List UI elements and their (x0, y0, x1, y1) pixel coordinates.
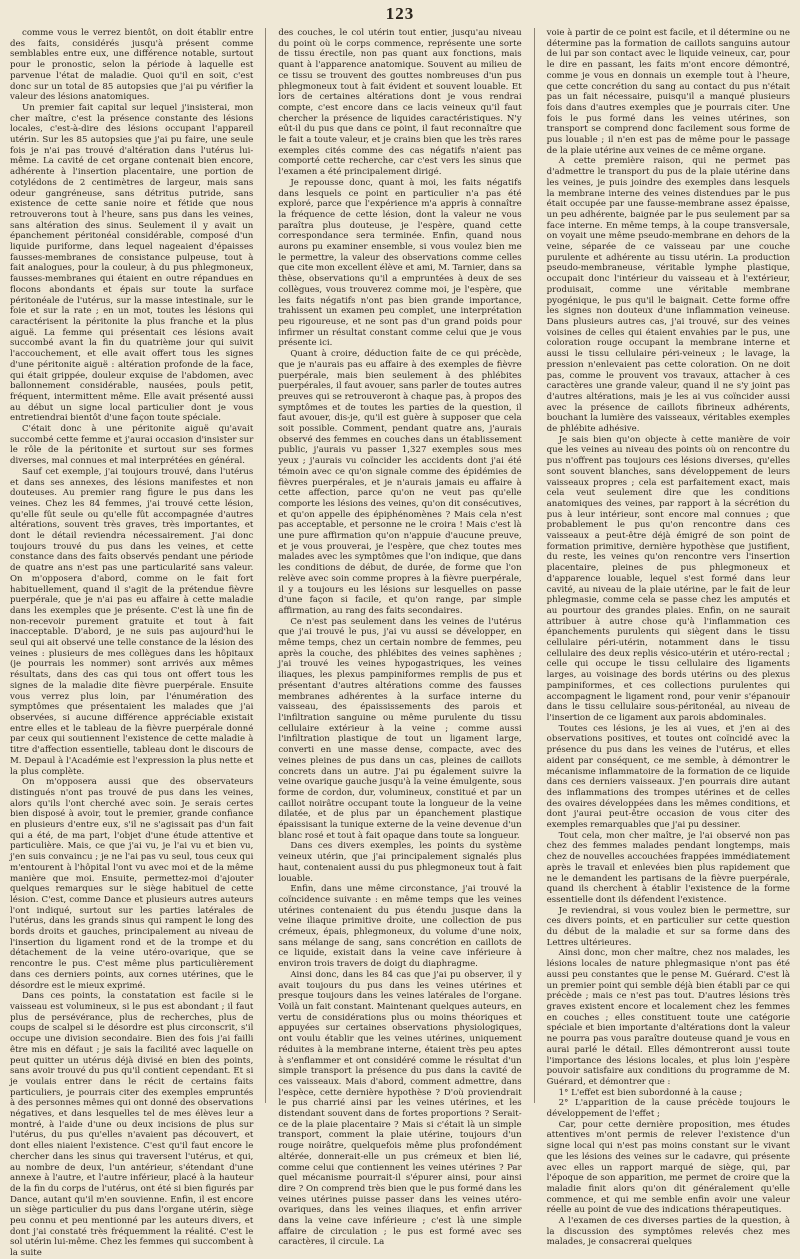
paragraph: Dans ces points, la constatation est facile si le vaisseau est volumineux, si le pus est abondant ; il faut plus de persévérance, plus de recherches, plus de coups de scalpel si le désordre est plus circonscrit, s'il occupe une division secondaire. Bien des fois j'ai failli être mis en défaut ; je sais la facilité avec laquelle on peut quitter un utérus déjà divisé en bien des points, sans avoir trouvé du pus qu'il contient cependant. Et si je voulais entrer dans le récit de certains faits particuliers, je pourrais citer des exemples empruntés à des personnes mêmes qui ont donné des observations négatives, et dans lesquelles tel de mes élèves leur a montré, à l'aide d'une ou deux incisions de plus sur l'utérus, du pus qu'elles n'avaient pas découvert, et dont elles niaient l'existence. C'est qu'il faut encore le chercher dans les sinus qui traversent l'utérus, et qui, au nombre de deux, l'un antérieur, s'étendant d'une annexe à l'autre, et l'autre inférieur, placé à la hauteur de la fin du corps de l'utérus, ont été si bien figurés par Dance, autant qu'il m'en souvienne. Enfin, il est encore un siège particulier du pus dans l'organe utérin, siège peu connu et peu mentionné par les auteurs divers, et dont j'ai constaté très fréquemment la réalité. C'est le sol utérin lui-même. Chez les femmes qui succombent à la suite (10, 991, 254, 1259)
paragraph: A cette première raison, qui ne permet pas d'admettre le transport du pus de la plaie utérine dans les veines, je puis joindre des exemples dans lesquels la membrane interne des veines distendues par le pus était occupée par une fausse-membrane assez épaisse, un peu adhérente, baignée par le pus seulement par sa face interne. En même temps, à la coupe transversale, on voyait une même pseudo-membrane en dehors de la veine, séparée de ce vaisseau par une couche purulente et adhérente au tissu utérin. La production pseudo-membraneuse, véritable lymphe plastique, occupait donc l'intérieur du vaisseau et à l'extérieur, produisait, comme une véritable membrane pyogénique, le pus qu'il le baignait. Cette forme offre les signes non douteux d'une inflammation veineuse. Dans plusieurs autres cas, j'ai trouvé, sur des veines voisines de celles qui étaient envahies par le pus, une coloration rouge occupant la membrane interne et aussi le tissu cellulaire péri-veineux ; le lavage, la pression n'enlevaient pas cette coloration. On ne doit pas, comme le prouvent vos travaux, attacher à ces caractères une grande valeur, quand il ne s'y joint pas d'autres altérations, mais je les ai vus coïncider aussi avec la présence de caillots fibrineux adhérents, bouchant la lumière des vaisseaux, véritables exemples de phlébite adhésive. (546, 156, 790, 435)
page-number: 123 (385, 4, 415, 23)
column-right (546, 28, 790, 1248)
column-rule (534, 28, 535, 1103)
column-left (10, 28, 254, 1259)
paragraph: Ainsi donc, dans les 84 cas que j'ai pu observer, il y avait toujours du pus dans les veines utérines et presque toujours dans les veines latérales de l'organe. Voilà un fait constant. Maintenant quelques auteurs, en vertu de considérations plus ou moins théoriques et appuyées sur certaines observations physiologiques, ont voulu établir que les veines utérines, uniquement réduites à la membrane interne, étaient très peu aptes à s'enflammer et ont considéré comme le résultat d'un simple transport la présence du pus dans la cavité de ces vaisseaux. Mais d'abord, comment admettre, dans l'espèce, cette dernière hypothèse ? D'où proviendrait le pus charrié ainsi par les veines utérines, et les distendant souvent dans de fortes proportions ? Serait-ce de la plaie placentaire ? Mais si c'était là un simple transport, comment la plaie utérine, toujours d'un rouge noirâtre, quelquefois même plus profondément altérée, donnerait-elle un pus crémeux et bien lié, comme celui que contiennent les veines utérines ? Par quel mécanisme pourrait-il s'épurer ainsi, pour ainsi dire ? On comprend très bien que le pus formé dans les veines utérines puisse passer dans les veines utéro-ovariques, dans les veines iliaques, et enfin arriver dans la veine cave inférieure ; c'est là une simple affaire de circulation ; le pus est formé avec ses caractères, il circule. La (278, 969, 522, 1248)
paragraph: Quant à croire, déduction faite de ce qui précède, que je n'aurais pas eu affaire à des exemples de fièvre puerpérale, mais bien seulement à des phlébites puerpérales, il faut avouer, sans parler de toutes autres preuves qui se retrouveront à chaque pas, à propos des symptômes et de toutes les parties de la question, il faut avouer, dis-je, qu'il est guère à supposer que cela soit possible. Comment, pendant quatre ans, j'aurais observé des femmes en couches dans un établissement public, j'aurais vu passer 1,327 exemples sous mes yeux ; j'aurais vu coïncider les accidents dont j'ai été témoin avec ce qu'on signale comme des épidémies de fièvres puerpérales, et je n'aurais jamais eu affaire à cette affection, parce qu'on ne veut pas qu'elle comporte les lésions des veines, qu'on dit consécutives, et qu'on appelle des épiphénomènes ? Mais cela n'est pas acceptable, et personne ne le croira ! Mais c'est là une pure affirmation qu'on n'appuie d'aucune preuve, et je vous prouverai, je l'espère, que chez toutes mes malades avec les symptômes que l'on indique, que dans les conditions de début, de durée, de forme que l'on relève avec soin comme propres à la fièvre puerpérale, il y a toujours eu les lésions sur lesquelles on passe d'une façon si facile, et qu'on range, par simple affirmation, au rang des faits secondaires. (278, 349, 522, 616)
paragraph: Ainsi donc, mon cher maître, chez nos malades, les lésions locales de nature phlegmasique n'ont pas été aussi peu constantes que le pense M. Guérard. C'est là un premier point qui semble déjà bien établi par ce qui précède ; mais ce n'est pas tout. D'autres lésions très graves existent encore et localement chez les femmes en couches ; elles constituent toute une catégorie spéciale et bien importante d'altérations dont la valeur ne pourra pas vous paraître douteuse quand je vous en aurai parlé le détail. Elles démontreront aussi toute l'importance des lésions locales, et plus loin j'espère pouvoir satisfaire aux conditions du programme de M. Guérard, et démontrer que : (546, 948, 790, 1087)
paragraph: Un premier fait capital sur lequel j'insisterai, mon cher maître, c'est la présence constante des lésions locales, c'est-à-dire des lésions occupant l'appareil utérin. Sur les 85 autopsies que j'ai pu faire, une seule fois je n'ai pas trouvé d'altération dans l'utérus lui-même. La cavité de cet organe contenait bien encore, adhérente à l'insertion placentaire, une portion de cotylédons de 2 centimètres de largeur, mais sans odeur gangréneuse, sans détritus putride, sans existence de cette sanie noire et fétide que nous retrouverons tout à l'heure, sans pus dans les veines, sans altération des sinus. Seulement il y avait un épanchement péritonéal considérable, composé d'un liquide puriforme, dans lequel nageaient d'épaisses fausses-membranes de consistance pulpeuse, tout à fait analogues, pour la couleur, à du pus phlegmoneux, fausses-membranes qui étaient en outre répandues en flocons abondants et épais sur toute la surface péritonéale de l'utérus, sur la masse intestinale, sur le foie et sur la rate ; en un mot, toutes les lésions qui caractérisent la péritonite la plus franche et la plus aiguë. La femme qui présentait ces lésions avait succombé avant la fin du quatrième jour qui suivit l'accouchement, et elle avait offert tous les signes d'une péritonite aiguë : altération profonde de la face, qui était grippée, douleur exquise de l'abdomen, avec ballonnement considérable, nausées, pouls petit, fréquent, intermittent même. Elle avait présenté aussi au début un signe local particulier dont je vous entretiendrai bientôt d'une façon toute spéciale. (10, 102, 254, 424)
paragraph: On m'opposera aussi que des observateurs distingués n'ont pas trouvé de pus dans les veines, alors qu'ils l'ont cherché avec soin. Je serais certes bien disposé à avoir, tout le premier, grande confiance en plusieurs d'entre eux, s'il ne s'agissait pas d'un fait qui a été, de ma part, l'objet d'une étude attentive et particulière. Mais, ce que j'ai vu, je l'ai vu et bien vu, j'en suis convaincu ; je ne l'ai pas vu seul, tous ceux qui m'entourent à l'hôpital l'ont vu avec moi et de la même manière que moi. Ensuite, permettez-moi d'ajouter quelques remarques sur le siège habituel de cette lésion. C'est, comme Dance et plusieurs autres auteurs l'ont indiqué, surtout sur les parties latérales de l'utérus, dans les grands sinus qui rampent le long des bords droits et gauches, principalement au niveau de l'insertion du ligament rond et de la trompe et du détachement de la veine utéro-ovarique, que se rencontre le pus. C'est même plus particulièrement dans ces derniers points, aux cornes utérines, que le désordre est le mieux exprimé. (10, 777, 254, 991)
paragraph: 2° L'apparition de la cause précède toujours le développement de l'effet ; (546, 1098, 790, 1120)
paragraph: Toutes ces lésions, je les ai vues, et j'en ai des observations positives, et toutes ont coïncidé avec la présence du pus dans les veines de l'utérus, et elles aident par conséquent, ce me semble, à démontrer le mécanisme inflammatoire de la formation de ce liquide dans ces derniers vaisseaux. J'en pourrais dire autant des inflammations des trompes utérines et de celles des ovaires développées dans les mêmes conditions, et dont j'aurai peut-être occasion de vous citer des exemples remarquables que j'ai pu dessiner. (546, 723, 790, 831)
paragraph: Enfin, dans une même circonstance, j'ai trouvé la coïncidence suivante : en même temps que les veines utérines contenaient du pus étendu jusque dans la veine iliaque primitive droite, une collection de pus crémeux, épais, phlegmoneux, du volume d'une noix, sans mélange de sang, sans concrétion en caillots de ce liquide, existait dans la veine cave inférieure à environ trois travers de doigt du diaphragme. (278, 884, 522, 970)
paragraph: comme vous le verrez bientôt, on doit établir entre des faits, considérés jusqu'à présent comme semblables entre eux, une différence notable, surtout pour le pronostic, selon la période à laquelle est parvenue l'état de maladie. Quoi qu'il en soit, c'est donc sur un total de 85 autopsies que j'ai pu vérifier la valeur des lésions anatomiques. (10, 28, 254, 103)
paragraph: Je repousse donc, quant à moi, les faits négatifs dans lesquels ce point en particulier n'a pas été exploré, parce que l'expérience m'a appris à connaître la fréquence de cette lésion, dont la valeur ne vous paraîtra plus douteuse, je l'espère, quand cette correspondance sera terminée. Enfin, quand nous aurons pu examiner ensemble, si vous voulez bien me le permettre, la valeur des observations comme celles que cite mon excellent élève et ami, M. Tarnier, dans sa thèse, observations qu'il a empruntées à deux de ses collègues, vous trouverez comme moi, je l'espère, que les faits négatifs n'ont pas bien grande importance, trahissent un examen peu complet, une interprétation peu rigoureuse, et ne sont pas d'un grand poids pour infirmer un résultat constant comme celui que je vous présente ici. (278, 177, 522, 349)
paragraph: voie à partir de ce point est facile, et il détermine ou ne détermine pas la formation de caillots sanguins autour de lui par son contact avec le liquide veineux, car, pour le dire en passant, les faits m'ont encore démontré, comme je vous en donnais un exemple tout à l'heure, que cette concrétion du sang au contact du pus n'était pas un fait nécessaire, puisqu'il a manqué plusieurs fois dans d'autres exemples que je pourrais citer. Une fois le pus formé dans les veines utérines, son transport se comprend donc facilement sous forme de pus louable ; il n'en est pas de même pour le passage de la plaie utérine aux veines de ce même organe. (546, 28, 790, 156)
column-middle (278, 28, 522, 1248)
paragraph: Dans ces divers exemples, les points du système veineux utérin, que j'ai principalement signalés plus haut, contenaient aussi du pus phlegmoneux tout à fait louable. (278, 841, 522, 884)
paragraph: des couches, le col utérin tout entier, jusqu'au niveau du point où le corps commence, représente une sorte de tissu érectile, non pas quant aux fonctions, mais quant à l'apparence anatomique. Souvent au milieu de ce tissu se trouvent des gouttes nombreuses d'un pus phlegmoneux tout à fait évident et souvent louable. Et lors de certaines altérations dont je vous rendrai compte, c'est encore dans ce lacis veineux qu'il faut chercher la présence de liquides caractéristiques. N'y eût-il du pus que dans ce point, il faut reconnaître que le fait a toute valeur, et je crains bien que les très rares exemples cités comme des cas négatifs n'aient pas comporté cette recherche, car c'est vers les sinus que l'examen a été principalement dirigé. (278, 28, 522, 178)
text-columns (10, 28, 790, 1259)
paragraph: C'était donc à une péritonite aiguë qu'avait succombé cette femme et j'aurai occasion d'insister sur le rôle de la péritonite et surtout sur ses formes diverses, mal connues et mal interprétées en général. (10, 424, 254, 467)
column-rule (265, 28, 266, 1103)
paragraph: Ce n'est pas seulement dans les veines de l'utérus que j'ai trouvé le pus, j'ai vu aussi se développer, en même temps, chez un certain nombre de femmes, peu après la couche, des phlébites des veines saphènes ; j'ai trouvé les veines hypogastriques, les veines iliaques, les plexus pampiniformes remplis de pus et présentant d'autres altérations comme des fausses membranes adhérentes à la surface interne du vaisseau, des épaississements des parois et l'infiltration sanguine ou même purulente du tissu cellulaire extérieur à la veine ; comme aussi l'infiltration plastique de tout un ligament large, converti en une masse dense, compacte, avec des veines pleines de pus dans un cas, pleines de caillots concrets dans un autre. J'ai pu également suivre la veine ovarique gauche jusqu'à la veine émulgente, sous forme de cordon, dur, volumineux, constitué et par un caillot noirâtre occupant toute la longueur de la veine dilatée, et de plus par un épanchement plastique épaissisant la tunique externe de la veine devenue d'un blanc rosé et tout à fait opaque dans toute sa longueur. (278, 616, 522, 841)
paragraph: Car, pour cette dernière proposition, mes études attentives m'ont permis de relever l'existence d'un signe local qui n'est pas moins constant sur le vivant que les lésions des veines sur le cadavre, qui présente avec elles un rapport marqué de siège, qui, par l'époque de son apparition, me permet de croire que la maladie finit alors qu'on dit généralement qu'elle commence, et qui me semble enfin avoir une valeur réelle au point de vue des indications thérapeutiques. (546, 1119, 790, 1216)
paragraph: Tout cela, mon cher maître, je l'ai observé non pas chez des femmes malades pendant longtemps, mais chez de nouvelles accouchées frappées immédiatement après le travail et enlevées bien plus rapidement que ne le demandent les partisans de la fièvre puerpérale, quand ils cherchent à établir l'existence de la forme essentielle dont ils défendent l'existence. (546, 830, 790, 905)
paragraph: Je sais bien qu'on objecte à cette manière de voir que les veines au niveau des points où on rencontre du pus n'offrent pas toujours ces lésions diverses, qu'elles sont souvent blanches, sans développement de leurs vaisseaux propres ; cela est parfaitement exact, mais cela veut seulement dire que les conditions anatomiques des veines, par rapport à la sécrétion du pus à leur intérieur, sont encore mal connues ; que probablement le pus qu'on rencontre dans ces vaisseaux a peut-être déjà émigré de son point de formation primitive, dernière hypothèse que justifient, du reste, les veines qu'on rencontre vers l'insertion placentaire, pleines de pus phlegmoneux et d'apparence louable, lequel s'est formé dans leur cavité, au niveau de la plaie utérine, par le fait de leur phlegmasie, comme cela se passe chez les amputés et au pourtour des grandes plaies. Enfin, on ne saurait attribuer à autre chose qu'à l'inflammation ces épanchements purulents qui siègent dans le tissu cellulaire péri-utérin, notamment dans le tissu cellulaire des deux replis vésico-utérin et utéro-rectal ; celle qui occupe le tissu cellulaire des ligaments larges, au voisinage des bords utérins ou des plexus pampiniformes, et ces collections purulentes qui accompagnent le ligament rond, pour venir s'épanouir dans le tissu cellulaire sous-péritonéal, au niveau de l'insertion de ce ligament aux parois abdominales. (546, 434, 790, 723)
paragraph: Sauf cet exemple, j'ai toujours trouvé, dans l'utérus et dans ses annexes, des lésions manifestes et non douteuses. Au premier rang figure le pus dans les veines. Chez les 84 femmes, j'ai trouvé cette lésion, qu'elle fût seule ou qu'elle fût accompagnée d'autres altérations, souvent très graves, très importantes, et dont le détail reviendra nécessairement. J'ai donc toujours trouvé du pus dans les veines, et cette constance dans des faits observés pendant une période de quatre ans n'est pas une particularité sans valeur. On m'opposera d'abord, comme on le fait fort habituellement, quand il s'agit de la prétendue fièvre puerpérale, que je n'ai pas eu affaire à cette maladie dans les exemples que je présente. C'est là une fin de non-recevoir purement gratuite et tout à fait inacceptable. D'abord, je ne suis pas aujourd'hui le seul qui ait observé une telle constance de la lésion des veines : plusieurs de mes collègues dans les hôpitaux (je pourrais les nommer) sont arrivés aux mêmes résultats, dans des cas qui tous ont offert tous les signes de la maladie dite fièvre puerpérale. Ensuite vous verrez plus loin, par l'énumération des symptômes que présentaient les malades que j'ai observées, si aucune différence appréciable existait entre elles et le tableau de la fièvre puerpérale donné par ceux qui soutiennent l'existence de cette maladie à titre d'affection essentielle, tableau dont le discours de M. Depaul à l'Académie est l'expression la plus nette et la plus complète. (10, 466, 254, 777)
paragraph: Je reviendrai, si vous voulez bien le permettre, sur ces divers points, et en particulier sur cette question du début de la maladie et sur sa forme dans des Lettres ultérieures. (546, 905, 790, 948)
paragraph: A l'examen de ces diverses parties de la question, à la discussion des symptômes relevés chez mes malades, je consacrerai quelques (546, 1216, 790, 1248)
paragraph: 1° L'effet est bien subordonné à la cause ; (558, 1087, 743, 1098)
